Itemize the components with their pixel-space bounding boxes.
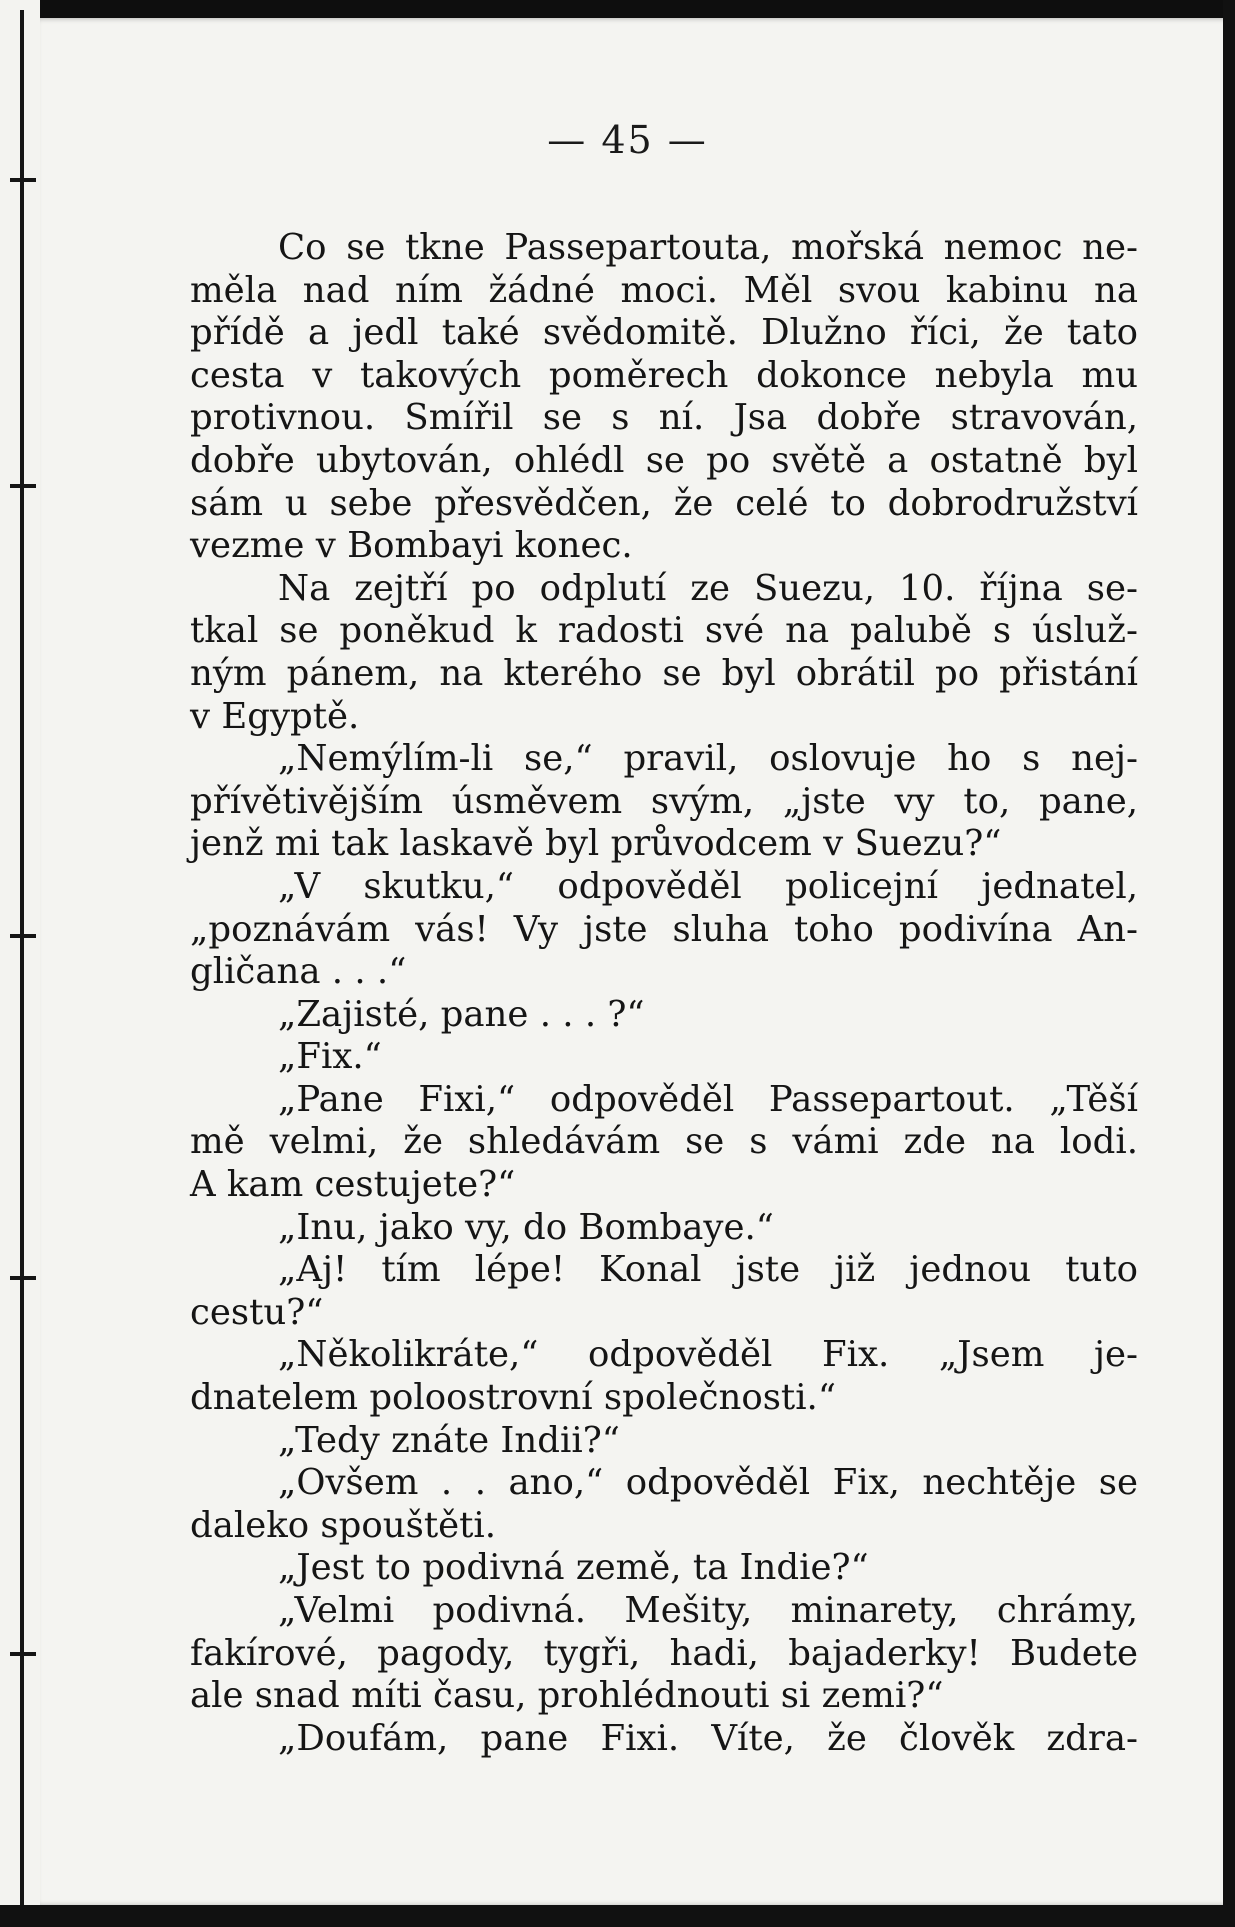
text-line: A kam cestujete?“ — [190, 1164, 516, 1206]
text-line: ným pánem, na kterého se byl obrátil po přistání — [190, 652, 1138, 694]
book-page — [30, 18, 1225, 1906]
binding-mark — [10, 484, 36, 488]
text-line: protivnou. Smířil se s ní. Jsa dobře stravován, — [190, 397, 1138, 439]
text-line: tkal se poněkud k radosti své na palubě s úsluž- — [190, 610, 1138, 652]
text-line: „Aj! tím lépe! Konal jste již jednou tuto — [278, 1249, 1138, 1291]
text-line: „Pane Fixi,“ odpověděl Passepartout. „Těší — [278, 1078, 1138, 1120]
text-line: „Zajisté, pane . . . ?“ — [278, 993, 645, 1035]
text-line: jenž mi tak laskavě byl průvodcem v Suezu?“ — [190, 823, 1002, 865]
text-line: gličana . . .“ — [190, 951, 407, 993]
text-line: sám u sebe přesvědčen, že celé to dobrodružství — [190, 482, 1138, 524]
text-line: daleko spouštěti. — [190, 1504, 496, 1546]
text-line: přívětivějším úsměvem svým, „jste vy to, pane, — [190, 780, 1138, 822]
text-line: fakírové, pagody, tygři, hadi, bajaderky! Budete — [190, 1632, 1138, 1674]
text-line: „V skutku,“ odpověděl policejní jednatel, — [278, 865, 1138, 907]
text-line: „Doufám, pane Fixi. Víte, že člověk zdra- — [278, 1717, 1138, 1759]
text-line: „Nemýlím-li se,“ pravil, oslovuje ho s nej- — [278, 738, 1138, 780]
binding-mark — [10, 178, 36, 182]
page-number: — 45 — — [547, 118, 708, 162]
page-body-text — [190, 227, 1138, 1760]
binding-mark — [10, 934, 36, 938]
text-line: přídě a jedl také svědomitě. Dlužno říci, že tato — [190, 312, 1138, 354]
text-line: „Velmi podivná. Mešity, minarety, chrámy, — [278, 1590, 1138, 1631]
text-line: mě velmi, že shledávám se s vámi zde na lodi. — [190, 1121, 1138, 1163]
text-line: „Ovšem . . ano,“ odpověděl Fix, nechtěje se — [278, 1462, 1138, 1504]
text-line: měla nad ním žádné moci. Měl svou kabinu na — [190, 269, 1138, 311]
text-line: ale snad míti času, prohlédnouti si zemi?“ — [190, 1675, 944, 1717]
text-line: „Fix.“ — [278, 1036, 382, 1078]
text-line: „Tedy znáte Indii?“ — [278, 1419, 620, 1461]
text-line: Na zejtří po odplutí ze Suezu, 10. října se- — [278, 567, 1138, 609]
text-line: „Inu, jako vy, do Bombaye.“ — [278, 1206, 774, 1248]
text-line: dobře ubytován, ohlédl se po světě a ostatně byl — [190, 439, 1138, 481]
scan-edge-right — [1223, 0, 1235, 1927]
binding-line — [20, 10, 24, 1910]
text-line: „Jest to podivná země, ta Indie?“ — [278, 1547, 869, 1589]
binding-spine — [0, 0, 40, 1927]
binding-mark — [10, 1276, 36, 1280]
text-line: vezme v Bombayi konec. — [190, 525, 633, 567]
binding-mark — [10, 1652, 36, 1656]
text-line: cestu?“ — [190, 1291, 324, 1333]
scan-edge-bottom — [0, 1905, 1235, 1927]
text-line: Co se tkne Passepartouta, mořská nemoc ne- — [278, 227, 1138, 268]
text-line: dnatelem poloostrovní společnosti.“ — [190, 1377, 836, 1419]
text-line: „poznávám vás! Vy jste sluha toho podivína An- — [190, 908, 1138, 950]
text-line: cesta v takových poměrech dokonce nebyla mu — [190, 354, 1138, 396]
text-line: „Několikráte,“ odpověděl Fix. „Jsem je- — [278, 1334, 1138, 1376]
text-line: v Egyptě. — [190, 695, 360, 737]
